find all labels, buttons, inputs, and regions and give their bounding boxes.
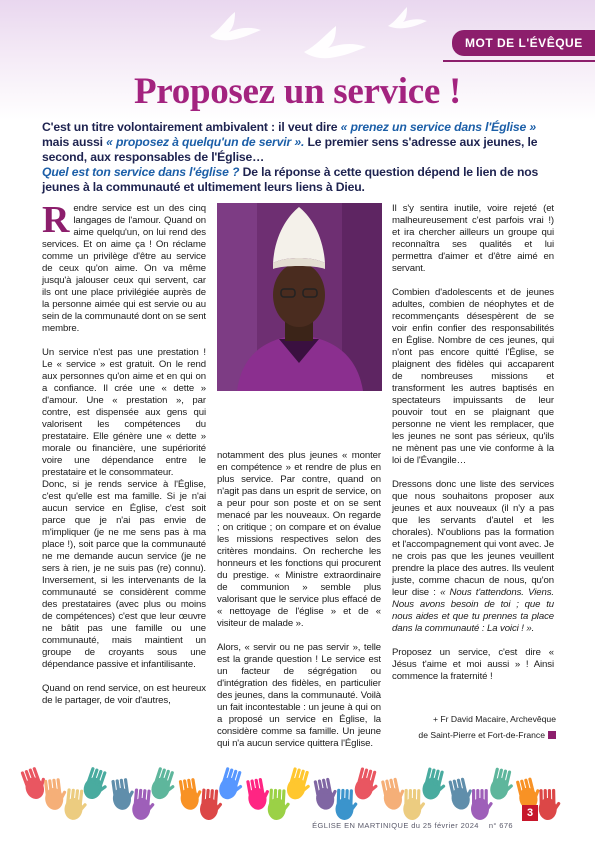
- bishop-photo: [217, 203, 382, 391]
- hands-illustration: [0, 735, 595, 820]
- article-column-2: [217, 450, 381, 762]
- article-column-1: [42, 199, 206, 719]
- paragraph: Dressons donc une liste des services que nous souhaitons proposer aux jeunes et aux nouveaux (il n'y a pas que les servants d'autel et les chorales). N'oublions pas la formation et l'accompagnement qui vont avec. Je ne crois pas que les jeunes veuillent prendre la place des autres. Ils veulent juste, comme chacun de nous, qu'on leur dise : « Nous t'attendons. Viens. Nous avons besoin de toi ; que tu nous aides et que tu prennes ta place dans la communauté : La voici ! ».: [392, 479, 554, 634]
- drop-cap: R: [42, 199, 70, 241]
- page-number: 3: [522, 805, 538, 821]
- paragraph: Un service n'est pas une prestation ! Le « service » est gratuit. On le rend aux personnes qu'on aime et en qui on a confiance. Il crée une « dette » d'amour. Une « prestation », par contre, est dispensée aux gens qui valorisent les compétences du prestataire. Elle génère une « dette » morale ou financière, une supériorité voire une dépendance entre le prestataire et le consommateur.: [42, 347, 206, 478]
- issue-date: du 25 février 2024: [411, 821, 479, 830]
- article-title: Proposez un service !: [134, 71, 461, 112]
- paragraph: notamment des plus jeunes « monter en compétence » et rendre de plus en plus service. Par contre, quand on n'agit pas dans un esprit de service, on a peur pour son poste et on se sent menacé par les nouveaux. On regarde ; on critique ; on compare et on évalue les missions respectives selon des critères mondains. On recherche les honneurs et les fonctions qui procurent du prestige. « Ministre extraordinaire de communion » semble plus valorisant que le service plus effacé de « nettoyage de l'église » et de « visiteur de malade ».: [217, 450, 381, 629]
- paragraph: Quand on rend service, on est heureux de le partager, de voir d'autres,: [42, 683, 206, 706]
- rubric-divider: [443, 60, 595, 62]
- paragraph: Rendre service est un des cinq langages de l'amour. Quand on aime quelqu'un, on lui rend des services. Et on aime ça ! On réclame comme un privilège d'être au service de ceux qu'on aime. On va même jusqu'à jalouser ceux qui servent, car ils ont une place privilégiée auprès de la personne aimée qui est servie ou au sein de la communauté dont on se sent membre.: [42, 199, 206, 334]
- paragraph: Il s'y sentira inutile, voire rejeté (et malheureusement c'est parfois vrai !) et ira chercher ailleurs un groupe qui reconnaîtra ses qualités et lui permettra d'aimer et d'être aimé en servant.: [392, 203, 554, 274]
- page-footer: [0, 816, 595, 842]
- article-intro: C'est un titre volontairement ambivalent : il veut dire « prenez un service dans l'Église » mais aussi « proposez à quelqu'un de servir ». Le premier sens s'adresse aux jeunes, le second, aux responsables de l'Église… Quel est ton service dans l'église ? De la réponse à cette question dépend le lien de nos jeunes à la communauté et ultimement leurs liens à Dieu.: [42, 120, 539, 194]
- author-signature: + Fr David Macaire, Archevêque de Saint-Pierre et Fort-de-France: [418, 714, 556, 740]
- paragraph: Proposez un service, c'est dire « Jésus t'aime et moi aussi » ! Ainsi commence la fraternité !: [392, 647, 554, 682]
- section-rubric: MOT DE L'ÉVÊQUE: [452, 30, 595, 56]
- article-column-3: [392, 203, 554, 695]
- paragraph: Combien d'adolescents et de jeunes adultes, combien de néophytes et de recommençants désespèrent de se voir enfin confier des responsabilités en Église. Nombre de ces jeunes, qui n'ont pas encore quitté l'Église, se plaignent des fidèles qui accaparent de nombreuses missions et transforment les autres baptisés en spectateurs impuissants de leur pouvoir tout en se plaignant que personne ne vient les remplacer, que les jeunes ne sont pas sérieux, qu'ils ne mènent pas une vie conforme à la loi de l'Évangile…: [392, 287, 554, 466]
- paragraph: Alors, « servir ou ne pas servir », telle est la grande question ! Le service est un facteur de ségrégation ou d'intégration des fidèles, en particulier des jeunes, dans la communauté. Voilà un fait incontestable : un jeune à qui on a proposé un service en Église, la considère comme sa famille. Un jeune qui n'a aucun service quittera l'Église.: [217, 642, 381, 749]
- dove-icon: [300, 22, 370, 67]
- dove-icon: [385, 4, 430, 34]
- publication-name: ÉGLISE EN MARTINIQUE: [312, 821, 409, 830]
- issue-number: n° 676: [488, 821, 513, 830]
- dove-icon: [205, 8, 265, 48]
- paragraph: Donc, si je rends service à l'Église, c'est qu'elle est ma famille. Si je n'ai aucun service en Église, c'est soit parce que je n'ai pas envie de m'impliquer (je ne me sens pas à ma place !), soit parce que la communauté ne me demande aucun service (je ne sers à rien, je ne suis pas (re) connu). Inversement, si les intervenants de la communauté se considèrent comme des prestataires (avec plus ou moins de compétences) c'est que leur œuvre ne bâtit pas une famille ou une communauté, mais maintient un groupe de croyants sous une dépendance passive et infantilisante.: [42, 479, 206, 670]
